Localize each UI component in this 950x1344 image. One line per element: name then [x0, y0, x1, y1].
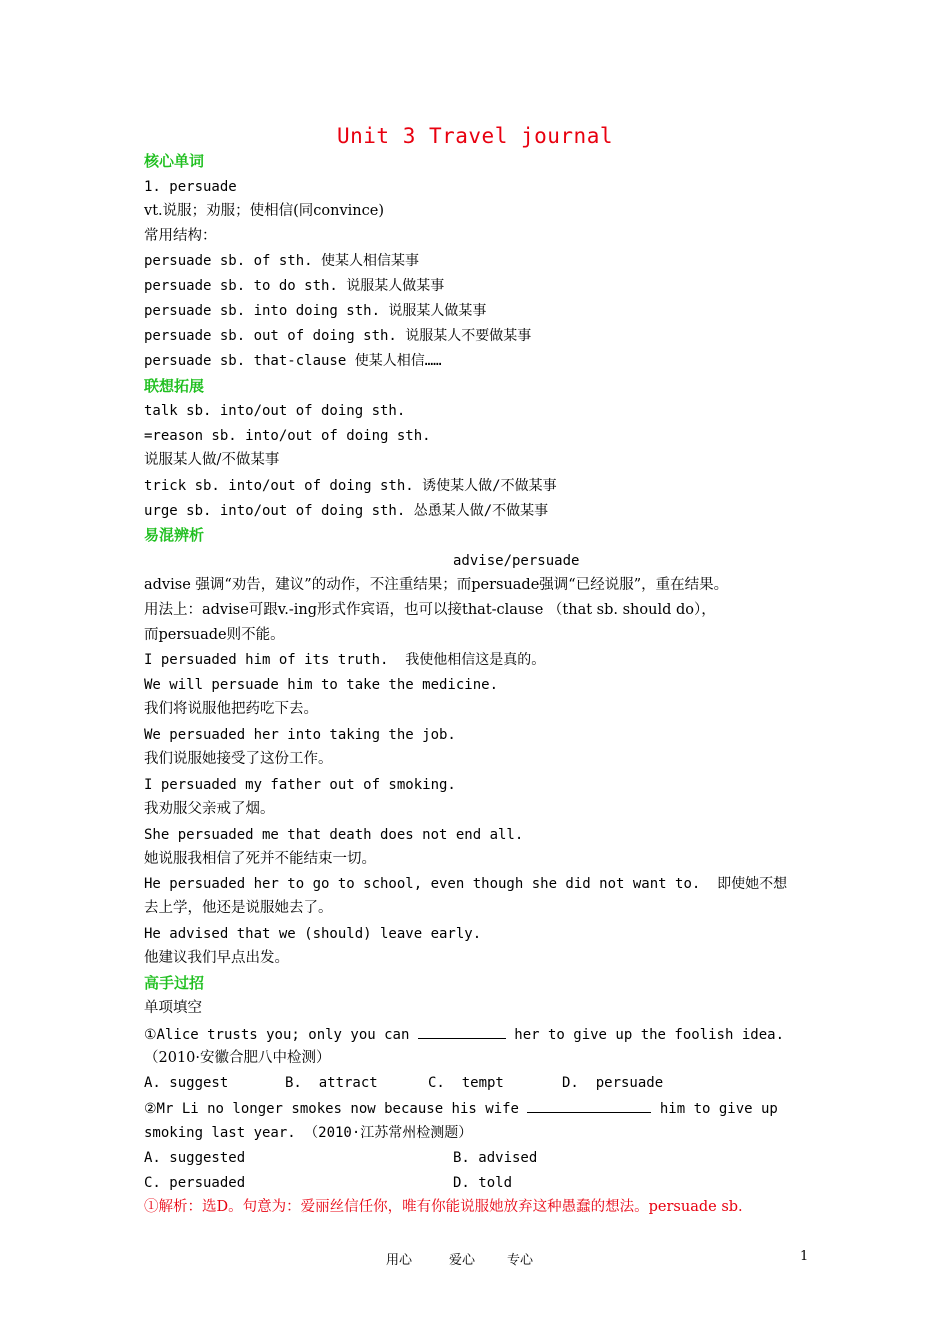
page-title: Unit 3 Travel journal [336, 124, 613, 148]
option-b[interactable]: B. advised [453, 1150, 538, 1166]
association-line: 说服某人做/不做某事 [144, 452, 280, 468]
confusion-text: 用法上：advise可跟v.-ing形式作宾语，也可以接that-clause （that sb. should do）， [144, 602, 716, 618]
option-b[interactable]: B. attract [285, 1075, 378, 1091]
example-line: 她说服我相信了死并不能结束一切。 [144, 851, 376, 867]
question-1-text-end: her to give up the foolish idea. [505, 1027, 784, 1043]
example-line: 我们说服她接受了这份工作。 [144, 751, 333, 767]
word-meaning: vt.说服；劝服；使相信(同convince) [144, 203, 384, 219]
association-line: =reason sb. into/out of doing sth. [144, 428, 431, 444]
example-line: He persuaded her to go to school, even though she did not want to. 即使她不想 [144, 876, 788, 892]
heading-core-words: 核心单词 [144, 152, 205, 170]
option-c[interactable]: C. tempt [428, 1075, 504, 1091]
option-d[interactable]: D. persuade [562, 1075, 664, 1091]
option-a[interactable]: A. suggested [144, 1150, 246, 1166]
example-line: We will persuade him to take the medicine. [144, 677, 499, 693]
example-line: I persuaded him of its truth. 我使他相信这是真的。 [144, 652, 546, 668]
answer-explanation: ①解析：选D。句意为：爱丽丝信任你，唯有你能说服她放弃这种愚蠢的想法。persuade sb. [144, 1199, 743, 1215]
word-entry: 1. persuade [144, 179, 237, 195]
example-line: She persuaded me that death does not end all. [144, 827, 524, 843]
question-2-text: ②Mr Li no longer smokes now because his wife [144, 1101, 528, 1117]
question-1-text: ①Alice trusts you; only you can [144, 1027, 418, 1043]
footer-motto: 用心 [386, 1253, 413, 1268]
structure-line: persuade sb. out of doing sth. 说服某人不要做某事 [144, 328, 532, 344]
question-2-line2: smoking last year. （2010·江苏常州检测题） [144, 1125, 473, 1141]
option-c[interactable]: C. persuaded [144, 1175, 246, 1191]
question-2-text-end: him to give up [651, 1101, 778, 1117]
structure-line: persuade sb. to do sth. 说服某人做某事 [144, 278, 445, 294]
structures-label: 常用结构： [144, 228, 217, 244]
option-a[interactable]: A. suggest [144, 1075, 229, 1091]
footer-motto: 爱心 [449, 1253, 476, 1268]
heading-association: 联想拓展 [144, 377, 205, 395]
heading-practice: 高手过招 [144, 974, 205, 992]
structure-line: persuade sb. that-clause 使某人相信…… [144, 353, 442, 369]
question-2 [144, 1098, 778, 1119]
confusion-subtitle: advise/persuade [453, 553, 580, 569]
confusion-text: 而persuade则不能。 [144, 627, 285, 643]
question-1 [144, 1024, 784, 1045]
page-number: 1 [800, 1249, 809, 1264]
answer-blank[interactable] [418, 1024, 506, 1039]
example-line: He advised that we (should) leave early. [144, 926, 482, 942]
example-line: 他建议我们早点出发。 [144, 950, 289, 966]
association-line: trick sb. into/out of doing sth. 诱使某人做/不做某事 [144, 478, 557, 494]
example-line: We persuaded her into taking the job. [144, 727, 456, 743]
answer-blank[interactable] [527, 1098, 651, 1113]
option-d[interactable]: D. told [453, 1175, 513, 1191]
structure-line: persuade sb. of sth. 使某人相信某事 [144, 253, 420, 269]
question-1-source: （2010·安徽合肥八中检测） [144, 1050, 331, 1066]
example-line: I persuaded my father out of smoking. [144, 777, 456, 793]
practice-section-label: 单项填空 [144, 1000, 202, 1016]
association-line: urge sb. into/out of doing sth. 怂恿某人做/不做某事 [144, 503, 549, 519]
association-line: talk sb. into/out of doing sth. [144, 403, 406, 419]
heading-confusion: 易混辨析 [144, 526, 205, 544]
example-line: 去上学，他还是说服她去了。 [144, 900, 333, 916]
structure-line: persuade sb. into doing sth. 说服某人做某事 [144, 303, 487, 319]
example-line: 我劝服父亲戒了烟。 [144, 801, 275, 817]
confusion-text: advise 强调“劝告，建议”的动作，不注重结果；而persuade强调“已经说服”，重在结果。 [144, 577, 729, 593]
example-line: 我们将说服他把药吃下去。 [144, 701, 318, 717]
footer-motto: 专心 [507, 1253, 534, 1268]
